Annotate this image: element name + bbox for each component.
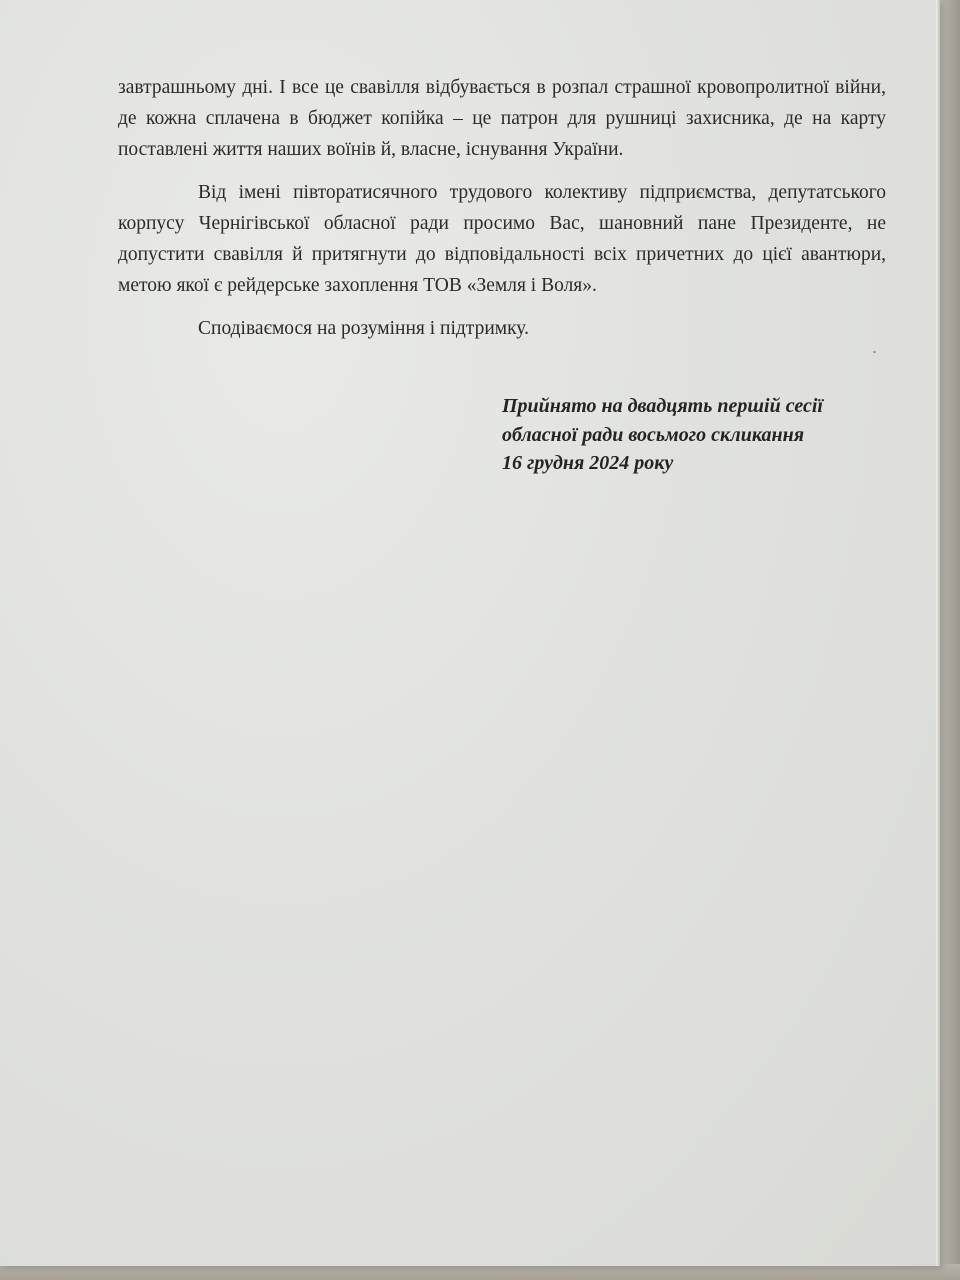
letter-body — [118, 72, 886, 344]
closing-line: Сподіваємося на розуміння і підтримку. — [198, 318, 529, 339]
desk-surface-bottom — [0, 1264, 960, 1280]
adoption-note-date: 16 грудня 2024 року — [502, 452, 674, 474]
adoption-note — [502, 392, 902, 478]
paragraph-war-context: завтрашньому дні. І все це свавілля відбувається в розпал страшної кровопролитної війни, де кожна сплачена в бюджет копійка – це патрон для рушниці захисника, де на карту поставлені життя наших воїнів й, власне, існування України. — [118, 77, 886, 160]
paragraph-request: Від імені півторатисячного трудового колективу підприємства, депутатського корпусу Чернігівської обласної ради просимо Вас, шановний пане Президенте, не допустити свавілля й притягнути до відповідальності всіх причетних до цієї авантюри, метою якої є рейдерське захоплення ТОВ «Земля і Воля». — [118, 182, 886, 296]
page-edge — [936, 0, 940, 1266]
desk-surface-right — [938, 0, 960, 1280]
adoption-note-council: обласної ради восьмого скликання — [502, 423, 805, 446]
adoption-note-session: Прийнято на двадцять першій сесії — [502, 395, 823, 417]
paper-speck — [873, 351, 876, 353]
